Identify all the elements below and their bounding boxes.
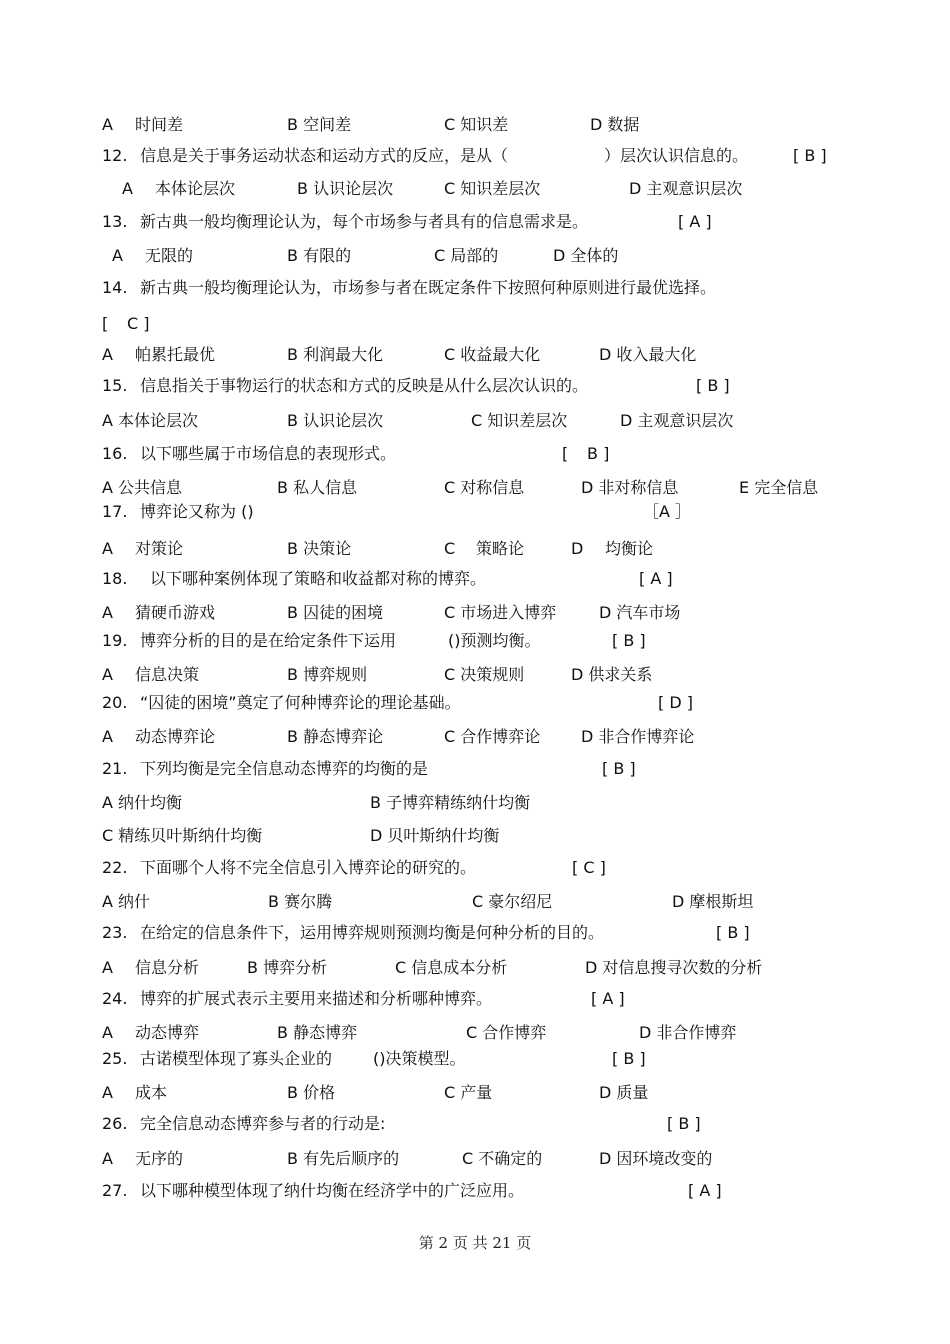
line-text: [ A ]	[678, 212, 712, 231]
options-line	[0, 114, 950, 136]
line-text: 均衡论	[605, 539, 654, 558]
options-line	[0, 726, 950, 748]
line-text: B 空间差	[287, 115, 352, 134]
question-line	[0, 857, 950, 879]
options-line	[0, 410, 950, 432]
options-line	[0, 664, 950, 686]
line-text: B 博弈分析	[247, 958, 328, 977]
line-text: 下列均衡是完全信息动态博弈的均衡的是	[140, 759, 429, 778]
line-text: [	[102, 314, 109, 333]
line-text: C 知识差	[444, 115, 509, 134]
line-text: 信息分析	[135, 958, 200, 977]
line-text: A	[122, 179, 133, 198]
line-text: “囚徒的困境”奠定了何种博弈论的理论基础。	[140, 693, 461, 712]
line-text: 26.	[102, 1114, 128, 1133]
line-text: 27.	[102, 1181, 128, 1200]
line-text: [ A ]	[591, 989, 625, 1008]
line-text: B 静态博弈	[277, 1023, 358, 1042]
line-text: 以下哪种案例体现了策略和收益都对称的博弈。	[150, 569, 487, 588]
question-line	[0, 375, 950, 397]
options-line	[0, 538, 950, 560]
line-text: C 决策规则	[444, 665, 525, 684]
line-text: [	[562, 444, 569, 463]
line-text: A	[102, 603, 113, 622]
line-text: 策略论	[476, 539, 525, 558]
line-text: 古诺模型体现了寡头企业的	[140, 1049, 333, 1068]
line-text: A 纳什	[102, 892, 151, 911]
line-text: [ B ]	[667, 1114, 701, 1133]
question-line	[0, 1180, 950, 1202]
line-text: B 博弈规则	[287, 665, 368, 684]
line-text: B 囚徒的困境	[287, 603, 384, 622]
line-text: B 认识论层次	[287, 411, 384, 430]
question-line	[0, 922, 950, 944]
question-line	[0, 277, 950, 299]
line-text: 猜硬币游戏	[135, 603, 216, 622]
line-text: B 决策论	[287, 539, 352, 558]
line-text: 18.	[102, 569, 128, 588]
question-line	[0, 1113, 950, 1135]
line-text: 19.	[102, 631, 128, 650]
options-line	[0, 1148, 950, 1170]
question-line	[0, 630, 950, 652]
options-line	[0, 891, 950, 913]
line-text: [ B ]	[716, 923, 750, 942]
line-text: A	[102, 1083, 113, 1102]
line-text: B 有先后顺序的	[287, 1149, 400, 1168]
line-text: [ B ]	[612, 1049, 646, 1068]
line-text: 博弈分析的目的是在给定条件下运用	[140, 631, 397, 650]
options-line	[0, 1022, 950, 1044]
line-text: 17.	[102, 502, 128, 521]
options-line	[0, 477, 950, 499]
line-text: ()预测均衡。	[448, 631, 541, 650]
line-text: [ B ]	[793, 146, 827, 165]
options-line	[0, 602, 950, 624]
line-text: 对策论	[135, 539, 184, 558]
line-text: 15.	[102, 376, 128, 395]
line-text: D 全体的	[553, 246, 619, 265]
line-text: C 合作博弈论	[444, 727, 541, 746]
line-text: C 合作博弈	[466, 1023, 547, 1042]
line-text: 动态博弈论	[135, 727, 216, 746]
line-text: 新古典一般均衡理论认为，市场参与者在既定条件下按照何种原则进行最优选择。	[140, 278, 717, 297]
line-text: C 不确定的	[462, 1149, 543, 1168]
line-text: D 收入最大化	[599, 345, 697, 364]
line-text: 20.	[102, 693, 128, 712]
line-text: 无限的	[145, 246, 194, 265]
line-text: 21.	[102, 759, 128, 778]
line-text: C 豪尔绍尼	[472, 892, 553, 911]
line-text: A	[102, 958, 113, 977]
line-text: [ B ]	[612, 631, 646, 650]
line-text: 动态博弈	[135, 1023, 200, 1042]
line-text: [ A ]	[688, 1181, 722, 1200]
line-text: B 有限的	[287, 246, 352, 265]
line-text: C 局部的	[434, 246, 499, 265]
line-text: 24.	[102, 989, 128, 1008]
line-text: A	[102, 539, 113, 558]
line-text: D 汽车市场	[599, 603, 681, 622]
line-text: [ B ]	[602, 759, 636, 778]
line-text: ）层次认识信息的。	[604, 146, 749, 165]
line-text: C 收益最大化	[444, 345, 541, 364]
line-text: 新古典一般均衡理论认为，每个市场参与者具有的信息需求是。	[140, 212, 589, 231]
line-text: 12.	[102, 146, 128, 165]
line-text: [ D ]	[658, 693, 693, 712]
line-text: C 对称信息	[444, 478, 525, 497]
options-line	[0, 245, 950, 267]
line-text: D 质量	[599, 1083, 649, 1102]
line-text: A 本体论层次	[102, 411, 199, 430]
answer-line	[0, 313, 950, 335]
line-text: 25.	[102, 1049, 128, 1068]
line-text: 信息是关于事务运动状态和运动方式的反应，是从（	[140, 146, 509, 165]
options-line	[0, 1082, 950, 1104]
line-text: 完全信息动态博弈参与者的行动是:	[140, 1114, 386, 1133]
options-line	[0, 178, 950, 200]
options-line	[0, 792, 950, 814]
question-line	[0, 988, 950, 1010]
line-text: D 数据	[590, 115, 640, 134]
line-text: B ]	[587, 444, 610, 463]
options-line	[0, 825, 950, 847]
line-text: D 供求关系	[571, 665, 653, 684]
line-text: ［A ］	[643, 502, 692, 521]
line-text: 下面哪个人将不完全信息引入博弈论的研究的。	[140, 858, 477, 877]
line-text: B 私人信息	[277, 478, 358, 497]
line-text: D 主观意识层次	[620, 411, 734, 430]
question-line	[0, 443, 950, 465]
line-text: D 主观意识层次	[629, 179, 743, 198]
question-line	[0, 1048, 950, 1070]
line-text: B 认识论层次	[297, 179, 394, 198]
line-text: [ A ]	[639, 569, 673, 588]
line-text: 博弈论又称为 ()	[140, 502, 254, 521]
question-line	[0, 568, 950, 590]
line-text: ()决策模型。	[373, 1049, 466, 1068]
line-text: A	[102, 345, 113, 364]
line-text: 成本	[135, 1083, 168, 1102]
line-text: A	[102, 1149, 113, 1168]
page-footer: 第 2 页 共 21 页	[418, 1234, 532, 1252]
line-text: 以下哪种模型体现了纳什均衡在经济学中的广泛应用。	[140, 1181, 525, 1200]
line-text: C 知识差层次	[444, 179, 541, 198]
line-text: 在给定的信息条件下，运用博弈规则预测均衡是何种分析的目的。	[140, 923, 605, 942]
question-line	[0, 692, 950, 714]
line-text: 无序的	[135, 1149, 184, 1168]
options-line	[0, 344, 950, 366]
line-text: [ B ]	[696, 376, 730, 395]
line-text: 14.	[102, 278, 128, 297]
line-text: 16.	[102, 444, 128, 463]
line-text: C 精练贝叶斯纳什均衡	[102, 826, 263, 845]
line-text: C 产量	[444, 1083, 493, 1102]
line-text: 22.	[102, 858, 128, 877]
line-text: 以下哪些属于市场信息的表现形式。	[140, 444, 397, 463]
line-text: A 公共信息	[102, 478, 183, 497]
line-text: 信息决策	[135, 665, 200, 684]
line-text: D 非对称信息	[581, 478, 679, 497]
line-text: 13.	[102, 212, 128, 231]
line-text: D 贝叶斯纳什均衡	[370, 826, 500, 845]
line-text: B 赛尔腾	[268, 892, 333, 911]
question-line	[0, 501, 950, 523]
line-text: C ]	[127, 314, 150, 333]
line-text: 本体论层次	[155, 179, 236, 198]
line-text: D 摩根斯坦	[672, 892, 754, 911]
line-text: B 子博弈精练纳什均衡	[370, 793, 531, 812]
question-line	[0, 758, 950, 780]
line-text: E 完全信息	[739, 478, 819, 497]
line-text: D 因环境改变的	[599, 1149, 713, 1168]
line-text: A	[102, 665, 113, 684]
line-text: C 市场进入博弈	[444, 603, 557, 622]
line-text: 帕累托最优	[135, 345, 216, 364]
question-line	[0, 211, 950, 233]
line-text: B 静态博弈论	[287, 727, 384, 746]
line-text: 信息指关于事物运行的状态和方式的反映是从什么层次认识的。	[140, 376, 589, 395]
line-text: C 知识差层次	[471, 411, 568, 430]
line-text: 时间差	[135, 115, 184, 134]
line-text: D 非合作博弈	[639, 1023, 737, 1042]
line-text: B 利润最大化	[287, 345, 384, 364]
line-text: A	[102, 1023, 113, 1042]
line-text: A	[102, 727, 113, 746]
line-text: D 非合作博弈论	[581, 727, 695, 746]
line-text: 23.	[102, 923, 128, 942]
line-text: C	[444, 539, 456, 558]
line-text: B 价格	[287, 1083, 336, 1102]
line-text: D	[571, 539, 584, 558]
line-text: D 对信息搜寻次数的分析	[585, 958, 763, 977]
line-text: A	[112, 246, 123, 265]
line-text: [ C ]	[572, 858, 606, 877]
line-text: 博弈的扩展式表示主要用来描述和分析哪种博弈。	[140, 989, 493, 1008]
options-line	[0, 957, 950, 979]
question-line	[0, 145, 950, 167]
line-text: A	[102, 115, 113, 134]
line-text: C 信息成本分析	[395, 958, 508, 977]
line-text: A 纳什均衡	[102, 793, 183, 812]
